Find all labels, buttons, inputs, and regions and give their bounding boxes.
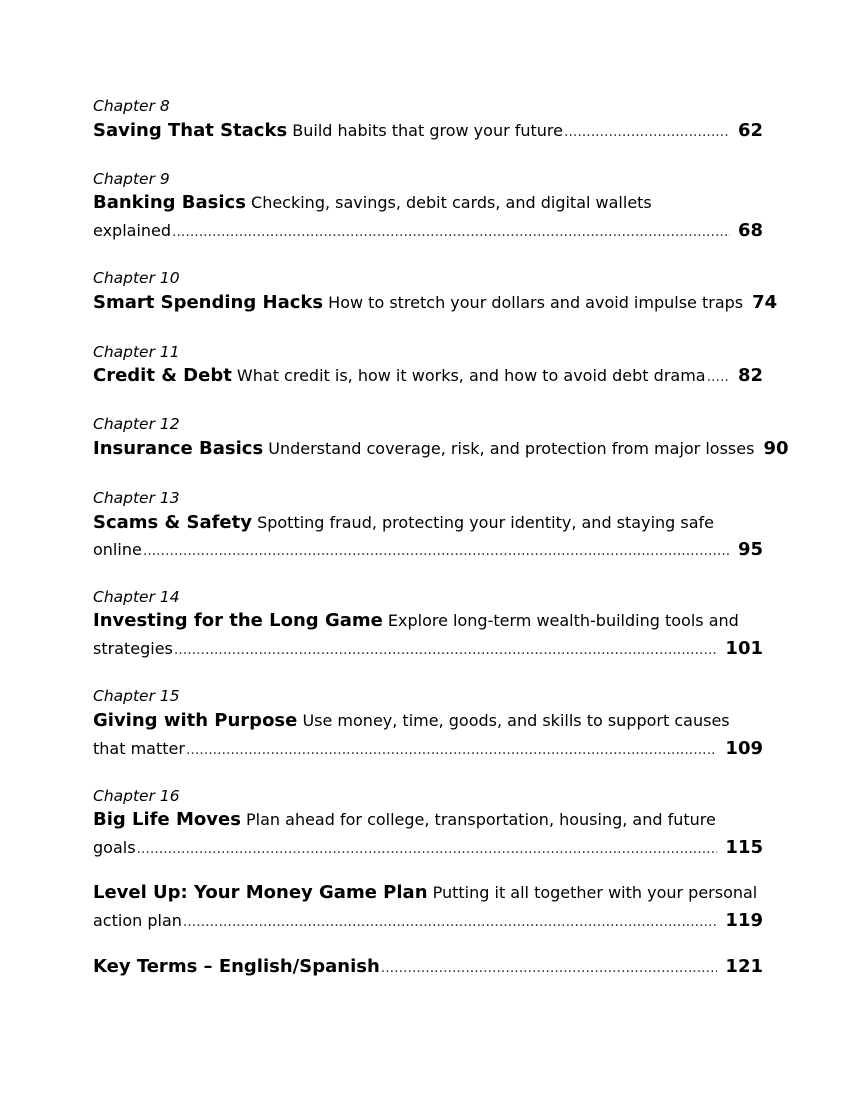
toc-entry-continuation [93, 220, 763, 248]
toc-entry-continuation [93, 539, 763, 567]
chapter-label: Chapter 16 [93, 787, 180, 805]
entry-title[interactable]: Saving That Stacks [93, 120, 288, 141]
page-number[interactable]: 119 [725, 910, 763, 931]
entry-title[interactable]: Smart Spending Hacks [93, 292, 324, 313]
page-number[interactable]: 74 [752, 292, 778, 313]
entry-title[interactable]: Key Terms – English/Spanish [93, 956, 380, 977]
chapter-label: Chapter 15 [93, 687, 180, 705]
entry-description-wrap: that matter [93, 739, 185, 758]
entry-description: Spotting fraud, protecting your identity, and staying safe [257, 513, 715, 532]
chapter-label: Chapter 10 [93, 269, 180, 287]
entry-text [93, 193, 652, 212]
entry-description: Checking, savings, debit cards, and digital wallets [251, 193, 652, 212]
entry-text [93, 956, 380, 977]
entry-text [93, 711, 730, 730]
entry-title[interactable]: Insurance Basics [93, 438, 264, 459]
dot-leader [183, 914, 718, 930]
dot-leader [143, 543, 730, 559]
dot-leader [707, 369, 730, 385]
page-number[interactable]: 121 [725, 956, 763, 977]
toc-entry-heading [93, 292, 778, 320]
entry-title[interactable]: Big Life Moves [93, 809, 241, 830]
entry-description-wrap: online [93, 540, 142, 559]
entry-description-wrap: explained [93, 221, 172, 240]
toc-entry-heading [93, 809, 763, 837]
entry-description-wrap: goals [93, 838, 136, 857]
page-number[interactable]: 115 [725, 837, 763, 858]
entry-description: Putting it all together with your personal [432, 883, 758, 902]
entry-text [93, 365, 706, 386]
entry-description-wrap: strategies [93, 639, 173, 658]
entry-text [93, 438, 754, 459]
toc-entry-heading [93, 438, 789, 466]
page-number[interactable]: 90 [763, 438, 789, 459]
entry-title[interactable]: Banking Basics [93, 192, 246, 213]
entry-text [93, 611, 739, 630]
entry-text [93, 120, 563, 141]
entry-description: Plan ahead for college, transportation, housing, and future [246, 810, 716, 829]
entry-description-wrap: action plan [93, 911, 182, 930]
dot-leader [186, 742, 717, 758]
toc-entry-heading [93, 365, 763, 393]
entry-text [93, 810, 716, 829]
entry-description: How to stretch your dollars and avoid impulse traps [328, 293, 744, 312]
dot-leader [172, 224, 730, 240]
entry-title[interactable]: Scams & Safety [93, 512, 252, 533]
toc-entry-heading [93, 192, 763, 220]
entry-title[interactable]: Giving with Purpose [93, 710, 298, 731]
toc-entry-heading [93, 710, 763, 738]
page-number[interactable]: 68 [737, 220, 763, 241]
toc-entry-heading [93, 610, 763, 638]
toc-entry-heading [93, 512, 763, 540]
entry-description: What credit is, how it works, and how to avoid debt drama [236, 366, 706, 385]
toc-entry-heading [93, 956, 763, 984]
toc-entry-heading [93, 120, 763, 148]
chapter-label: Chapter 14 [93, 588, 180, 606]
dot-leader [174, 642, 718, 658]
entry-text [93, 292, 743, 313]
page-number[interactable]: 109 [725, 738, 763, 759]
entry-text [93, 513, 714, 532]
toc-entry-continuation [93, 738, 763, 766]
dot-leader [564, 124, 730, 140]
entry-text [93, 883, 757, 902]
entry-description: Build habits that grow your future [292, 121, 563, 140]
chapter-label: Chapter 13 [93, 489, 180, 507]
entry-title[interactable]: Credit & Debt [93, 365, 232, 386]
dot-leader [381, 960, 718, 976]
toc-entry-continuation [93, 910, 763, 938]
chapter-label: Chapter 12 [93, 415, 180, 433]
page-number[interactable]: 95 [737, 539, 763, 560]
page-number[interactable]: 82 [737, 365, 763, 386]
entry-description: Explore long-term wealth-building tools and [387, 611, 739, 630]
entry-title[interactable]: Level Up: Your Money Game Plan [93, 882, 428, 903]
dot-leader [137, 841, 718, 857]
entry-description: Use money, time, goods, and skills to support causes [302, 711, 730, 730]
chapter-label: Chapter 9 [93, 170, 170, 188]
toc-entry-continuation [93, 638, 763, 666]
entry-description: Understand coverage, risk, and protection from major losses [268, 439, 755, 458]
page-number[interactable]: 101 [725, 638, 763, 659]
entry-title[interactable]: Investing for the Long Game [93, 610, 383, 631]
toc-entry-heading [93, 882, 763, 910]
page-number[interactable]: 62 [737, 120, 763, 141]
toc-entry-continuation [93, 837, 763, 865]
chapter-label: Chapter 8 [93, 97, 170, 115]
chapter-label: Chapter 11 [93, 343, 180, 361]
